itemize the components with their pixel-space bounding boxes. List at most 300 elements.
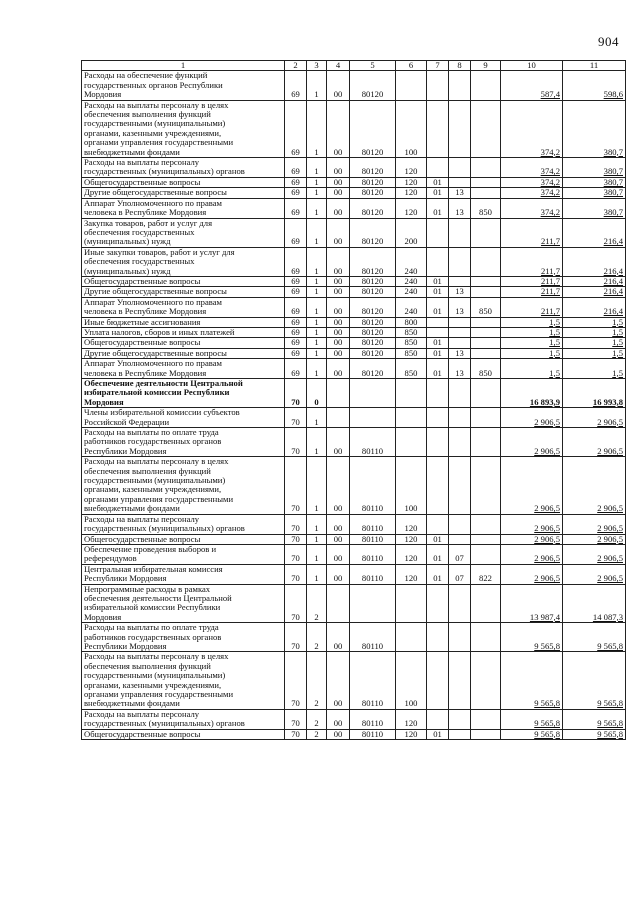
row-label: Расходы на выплаты персоналу в целях обеспечения выполнения функций государственными (муниципальными) органами, казенными учреждениями, органами управления государственными внебюджетными фондами	[82, 100, 285, 157]
code-cell: 01	[427, 276, 449, 286]
code-cell	[396, 584, 427, 623]
code-cell: 13	[449, 198, 471, 218]
amount-year-2: 9 565,8	[563, 709, 626, 729]
amount-year-2: 380,7	[563, 188, 626, 198]
code-cell	[427, 584, 449, 623]
code-cell	[471, 379, 501, 408]
amount-year-1: 2 906,5	[501, 428, 563, 457]
header-cell: 7	[427, 61, 449, 71]
code-cell: 00	[327, 198, 350, 218]
amount-year-1: 9 565,8	[501, 709, 563, 729]
code-cell: 80120	[350, 317, 396, 327]
row-label: Общегосударственные вопросы	[82, 338, 285, 348]
code-cell: 1	[307, 338, 327, 348]
code-cell: 69	[285, 317, 307, 327]
code-cell: 01	[427, 198, 449, 218]
amount-year-1: 374,2	[501, 158, 563, 178]
code-cell: 800	[396, 317, 427, 327]
amount-year-1: 2 906,5	[501, 457, 563, 514]
code-cell: 1	[307, 177, 327, 187]
code-cell: 00	[327, 71, 350, 100]
code-cell	[471, 408, 501, 428]
code-cell: 1	[307, 158, 327, 178]
amount-year-2: 9 565,8	[563, 652, 626, 709]
code-cell: 01	[427, 544, 449, 564]
table-row	[82, 276, 626, 286]
amount-year-1: 1,5	[501, 327, 563, 337]
code-cell: 1	[307, 348, 327, 358]
code-cell	[427, 158, 449, 178]
amount-year-1: 587,4	[501, 71, 563, 100]
row-label: Уплата налогов, сборов и иных платежей	[82, 327, 285, 337]
code-cell: 80120	[350, 158, 396, 178]
code-cell	[471, 276, 501, 286]
table-row	[82, 359, 626, 379]
code-cell	[449, 729, 471, 739]
code-cell: 13	[449, 297, 471, 317]
page-number: 904	[598, 34, 619, 49]
table-row	[82, 177, 626, 187]
code-cell: 13	[449, 287, 471, 297]
amount-year-1: 2 906,5	[501, 544, 563, 564]
code-cell: 200	[396, 218, 427, 247]
code-cell: 69	[285, 327, 307, 337]
code-cell: 120	[396, 564, 427, 584]
code-cell	[427, 652, 449, 709]
code-cell: 69	[285, 100, 307, 157]
code-cell	[449, 218, 471, 247]
amount-year-1: 211,7	[501, 276, 563, 286]
code-cell	[449, 338, 471, 348]
code-cell	[427, 514, 449, 534]
code-cell	[449, 100, 471, 157]
code-cell: 70	[285, 729, 307, 739]
amount-year-1: 374,2	[501, 177, 563, 187]
code-cell	[449, 623, 471, 652]
code-cell: 850	[471, 297, 501, 317]
code-cell	[449, 327, 471, 337]
code-cell: 80110	[350, 534, 396, 544]
table-row	[82, 348, 626, 358]
code-cell: 69	[285, 359, 307, 379]
amount-year-2: 216,4	[563, 276, 626, 286]
amount-year-1: 374,2	[501, 188, 563, 198]
row-label: Закупка товаров, работ и услуг для обеспечения государственных (муниципальных) нужд	[82, 218, 285, 247]
code-cell	[350, 379, 396, 408]
code-cell: 1	[307, 359, 327, 379]
code-cell: 80120	[350, 177, 396, 187]
header-cell: 6	[396, 61, 427, 71]
code-cell	[396, 623, 427, 652]
amount-year-1: 2 906,5	[501, 534, 563, 544]
amount-year-1: 211,7	[501, 247, 563, 276]
code-cell: 69	[285, 276, 307, 286]
amount-year-1: 2 906,5	[501, 514, 563, 534]
amount-year-1: 9 565,8	[501, 623, 563, 652]
code-cell: 120	[396, 544, 427, 564]
code-cell: 00	[327, 729, 350, 739]
amount-year-1: 1,5	[501, 338, 563, 348]
code-cell: 00	[327, 276, 350, 286]
row-label: Расходы на выплаты персоналу государственных (муниципальных) органов	[82, 514, 285, 534]
code-cell: 70	[285, 544, 307, 564]
code-cell: 100	[396, 100, 427, 157]
code-cell: 1	[307, 534, 327, 544]
amount-year-1: 211,7	[501, 297, 563, 317]
code-cell	[471, 623, 501, 652]
code-cell: 850	[471, 198, 501, 218]
row-label: Обеспечение проведения выборов и референдумов	[82, 544, 285, 564]
code-cell: 2	[307, 584, 327, 623]
row-label: Центральная избирательная комиссия Республики Мордовия	[82, 564, 285, 584]
table-row	[82, 158, 626, 178]
header-cell: 9	[471, 61, 501, 71]
code-cell: 13	[449, 188, 471, 198]
amount-year-2: 2 906,5	[563, 564, 626, 584]
code-cell: 80110	[350, 623, 396, 652]
row-label: Расходы на выплаты персоналу в целях обеспечения выполнения функций государственными (муниципальными) органами, казенными учреждениями, органами управления государственными внебюджетными фондами	[82, 652, 285, 709]
code-cell	[449, 379, 471, 408]
code-cell	[449, 514, 471, 534]
code-cell	[427, 623, 449, 652]
code-cell: 850	[396, 359, 427, 379]
code-cell	[449, 652, 471, 709]
code-cell: 1	[307, 457, 327, 514]
row-label: Общегосударственные вопросы	[82, 276, 285, 286]
code-cell	[471, 177, 501, 187]
table-row	[82, 317, 626, 327]
code-cell: 69	[285, 297, 307, 317]
code-cell: 00	[327, 218, 350, 247]
amount-year-2: 216,4	[563, 218, 626, 247]
code-cell	[449, 584, 471, 623]
code-cell: 01	[427, 729, 449, 739]
amount-year-2: 2 906,5	[563, 544, 626, 564]
code-cell: 70	[285, 408, 307, 428]
amount-year-2: 1,5	[563, 327, 626, 337]
amount-year-2: 9 565,8	[563, 729, 626, 739]
code-cell: 70	[285, 534, 307, 544]
amount-year-2: 380,7	[563, 198, 626, 218]
header-cell: 5	[350, 61, 396, 71]
table-row	[82, 408, 626, 428]
row-label: Общегосударственные вопросы	[82, 534, 285, 544]
code-cell: 13	[449, 359, 471, 379]
code-cell: 1	[307, 287, 327, 297]
code-cell: 00	[327, 623, 350, 652]
amount-year-1: 1,5	[501, 348, 563, 358]
code-cell: 1	[307, 544, 327, 564]
code-cell: 240	[396, 297, 427, 317]
row-label: Аппарат Уполномоченного по правам человека в Республике Мордовия	[82, 297, 285, 317]
code-cell: 80120	[350, 247, 396, 276]
code-cell: 1	[307, 276, 327, 286]
row-label: Аппарат Уполномоченного по правам человека в Республике Мордовия	[82, 198, 285, 218]
code-cell: 70	[285, 514, 307, 534]
code-cell	[449, 276, 471, 286]
code-cell: 1	[307, 198, 327, 218]
table-row	[82, 188, 626, 198]
code-cell	[427, 457, 449, 514]
budget-table	[81, 60, 626, 740]
amount-year-1: 9 565,8	[501, 729, 563, 739]
code-cell: 80120	[350, 71, 396, 100]
header-cell: 4	[327, 61, 350, 71]
row-label: Расходы на выплаты по оплате труда работников государственных органов Республики Мордовия	[82, 428, 285, 457]
code-cell	[471, 544, 501, 564]
header-cell: 10	[501, 61, 563, 71]
code-cell	[471, 100, 501, 157]
code-cell: 850	[396, 327, 427, 337]
code-cell: 120	[396, 158, 427, 178]
amount-year-2: 216,4	[563, 247, 626, 276]
code-cell: 80120	[350, 276, 396, 286]
code-cell: 00	[327, 100, 350, 157]
code-cell: 00	[327, 359, 350, 379]
table-row	[82, 729, 626, 739]
row-label: Расходы на выплаты по оплате труда работников государственных органов Республики Мордовия	[82, 623, 285, 652]
code-cell	[427, 71, 449, 100]
header-cell: 11	[563, 61, 626, 71]
row-label: Обеспечение деятельности Центральной избирательной комиссии Республики Мордовия	[82, 379, 285, 408]
code-cell: 01	[427, 534, 449, 544]
code-cell	[427, 327, 449, 337]
amount-year-2: 1,5	[563, 317, 626, 327]
table-row	[82, 623, 626, 652]
code-cell: 00	[327, 287, 350, 297]
code-cell: 01	[427, 359, 449, 379]
code-cell	[471, 317, 501, 327]
code-cell: 80120	[350, 188, 396, 198]
code-cell: 80120	[350, 287, 396, 297]
code-cell: 100	[396, 457, 427, 514]
table-row	[82, 379, 626, 408]
code-cell	[471, 188, 501, 198]
code-cell: 01	[427, 287, 449, 297]
header-cell: 1	[82, 61, 285, 71]
code-cell: 70	[285, 564, 307, 584]
code-cell	[427, 247, 449, 276]
code-cell	[471, 247, 501, 276]
code-cell: 80120	[350, 218, 396, 247]
code-cell	[449, 158, 471, 178]
code-cell: 2	[307, 652, 327, 709]
code-cell	[327, 408, 350, 428]
code-cell: 2	[307, 729, 327, 739]
code-cell: 00	[327, 247, 350, 276]
code-cell	[396, 71, 427, 100]
code-cell: 00	[327, 428, 350, 457]
amount-year-2: 2 906,5	[563, 408, 626, 428]
code-cell: 80110	[350, 428, 396, 457]
code-cell: 2	[307, 623, 327, 652]
amount-year-1: 1,5	[501, 359, 563, 379]
code-cell: 822	[471, 564, 501, 584]
code-cell	[471, 584, 501, 623]
code-cell: 120	[396, 198, 427, 218]
code-cell	[471, 729, 501, 739]
code-cell	[471, 158, 501, 178]
code-cell	[396, 408, 427, 428]
amount-year-2: 380,7	[563, 100, 626, 157]
code-cell: 70	[285, 379, 307, 408]
table-row	[82, 709, 626, 729]
code-cell	[327, 584, 350, 623]
code-cell	[427, 218, 449, 247]
code-cell	[449, 247, 471, 276]
amount-year-2: 14 087,3	[563, 584, 626, 623]
code-cell: 70	[285, 709, 307, 729]
code-cell	[350, 584, 396, 623]
code-cell: 80120	[350, 359, 396, 379]
code-cell: 69	[285, 338, 307, 348]
code-cell: 69	[285, 348, 307, 358]
amount-year-1: 211,7	[501, 218, 563, 247]
amount-year-1: 9 565,8	[501, 652, 563, 709]
code-cell	[471, 428, 501, 457]
code-cell: 00	[327, 188, 350, 198]
header-cell: 2	[285, 61, 307, 71]
table-row	[82, 428, 626, 457]
code-cell: 00	[327, 544, 350, 564]
code-cell: 80110	[350, 564, 396, 584]
amount-year-1: 211,7	[501, 287, 563, 297]
code-cell: 120	[396, 514, 427, 534]
code-cell: 07	[449, 544, 471, 564]
amount-year-1: 374,2	[501, 198, 563, 218]
table-row	[82, 71, 626, 100]
code-cell: 120	[396, 177, 427, 187]
row-label: Другие общегосударственные вопросы	[82, 287, 285, 297]
code-cell: 00	[327, 709, 350, 729]
row-label: Другие общегосударственные вопросы	[82, 188, 285, 198]
code-cell: 80120	[350, 198, 396, 218]
code-cell: 240	[396, 276, 427, 286]
code-cell	[471, 514, 501, 534]
code-cell: 120	[396, 729, 427, 739]
code-cell: 70	[285, 457, 307, 514]
code-cell	[449, 709, 471, 729]
code-cell: 80120	[350, 297, 396, 317]
code-cell	[471, 534, 501, 544]
code-cell: 1	[307, 297, 327, 317]
code-cell: 80110	[350, 544, 396, 564]
code-cell: 80110	[350, 514, 396, 534]
code-cell	[396, 379, 427, 408]
table-row	[82, 652, 626, 709]
amount-year-1: 374,2	[501, 100, 563, 157]
code-cell	[471, 327, 501, 337]
code-cell: 80110	[350, 457, 396, 514]
code-cell: 80110	[350, 652, 396, 709]
code-cell: 120	[396, 188, 427, 198]
code-cell: 850	[471, 359, 501, 379]
code-cell	[471, 218, 501, 247]
code-cell: 00	[327, 652, 350, 709]
row-label: Расходы на обеспечение функций государственных органов Республики Мордовия	[82, 71, 285, 100]
header-cell: 3	[307, 61, 327, 71]
code-cell: 69	[285, 158, 307, 178]
code-cell: 1	[307, 428, 327, 457]
table-row	[82, 100, 626, 157]
amount-year-2: 16 993,8	[563, 379, 626, 408]
row-label: Расходы на выплаты персоналу в целях обеспечения выполнения функций государственными (муниципальными) органами, казенными учреждениями, органами управления государственными внебюджетными фондами	[82, 457, 285, 514]
row-label: Иные закупки товаров, работ и услуг для обеспечения государственных (муниципальных) нужд	[82, 247, 285, 276]
amount-year-2: 380,7	[563, 177, 626, 187]
code-cell	[449, 457, 471, 514]
amount-year-2: 216,4	[563, 297, 626, 317]
code-cell: 80110	[350, 729, 396, 739]
amount-year-2: 2 906,5	[563, 514, 626, 534]
row-label: Члены избирательной комиссии субъектов Российской Федерации	[82, 408, 285, 428]
code-cell	[327, 379, 350, 408]
table-row	[82, 584, 626, 623]
code-cell: 70	[285, 584, 307, 623]
code-cell: 240	[396, 287, 427, 297]
code-cell: 240	[396, 247, 427, 276]
code-cell: 00	[327, 177, 350, 187]
code-cell: 13	[449, 348, 471, 358]
code-cell: 07	[449, 564, 471, 584]
code-cell: 69	[285, 198, 307, 218]
code-cell	[350, 408, 396, 428]
code-cell: 1	[307, 188, 327, 198]
code-cell	[427, 317, 449, 327]
code-cell	[449, 408, 471, 428]
code-cell: 850	[396, 338, 427, 348]
code-cell: 80120	[350, 100, 396, 157]
code-cell: 80120	[350, 348, 396, 358]
row-label: Иные бюджетные ассигнования	[82, 317, 285, 327]
amount-year-1: 16 893,9	[501, 379, 563, 408]
code-cell: 00	[327, 514, 350, 534]
row-label: Расходы на выплаты персоналу государственных (муниципальных) органов	[82, 158, 285, 178]
table-row	[82, 534, 626, 544]
code-cell	[427, 709, 449, 729]
code-cell: 120	[396, 534, 427, 544]
row-label: Аппарат Уполномоченного по правам человека в Республике Мордовия	[82, 359, 285, 379]
code-cell: 1	[307, 71, 327, 100]
code-cell: 01	[427, 348, 449, 358]
amount-year-1: 2 906,5	[501, 564, 563, 584]
code-cell: 80110	[350, 709, 396, 729]
code-cell: 01	[427, 177, 449, 187]
code-cell: 69	[285, 71, 307, 100]
table-row	[82, 564, 626, 584]
row-label: Расходы на выплаты персоналу государственных (муниципальных) органов	[82, 709, 285, 729]
amount-year-2: 1,5	[563, 348, 626, 358]
code-cell: 69	[285, 247, 307, 276]
table-row	[82, 338, 626, 348]
amount-year-1: 2 906,5	[501, 408, 563, 428]
code-cell: 69	[285, 218, 307, 247]
amount-year-1: 1,5	[501, 317, 563, 327]
code-cell: 0	[307, 379, 327, 408]
code-cell: 80120	[350, 338, 396, 348]
code-cell: 2	[307, 709, 327, 729]
amount-year-2: 1,5	[563, 338, 626, 348]
amount-year-2: 1,5	[563, 359, 626, 379]
code-cell	[427, 408, 449, 428]
amount-year-2: 2 906,5	[563, 428, 626, 457]
row-label: Непрограммные расходы в рамках обеспечения деятельности Центральной избирательной комиссии Республики Мордовия	[82, 584, 285, 623]
code-cell: 70	[285, 428, 307, 457]
code-cell	[449, 317, 471, 327]
code-cell	[471, 71, 501, 100]
code-cell: 00	[327, 338, 350, 348]
code-cell	[471, 348, 501, 358]
code-cell	[449, 71, 471, 100]
